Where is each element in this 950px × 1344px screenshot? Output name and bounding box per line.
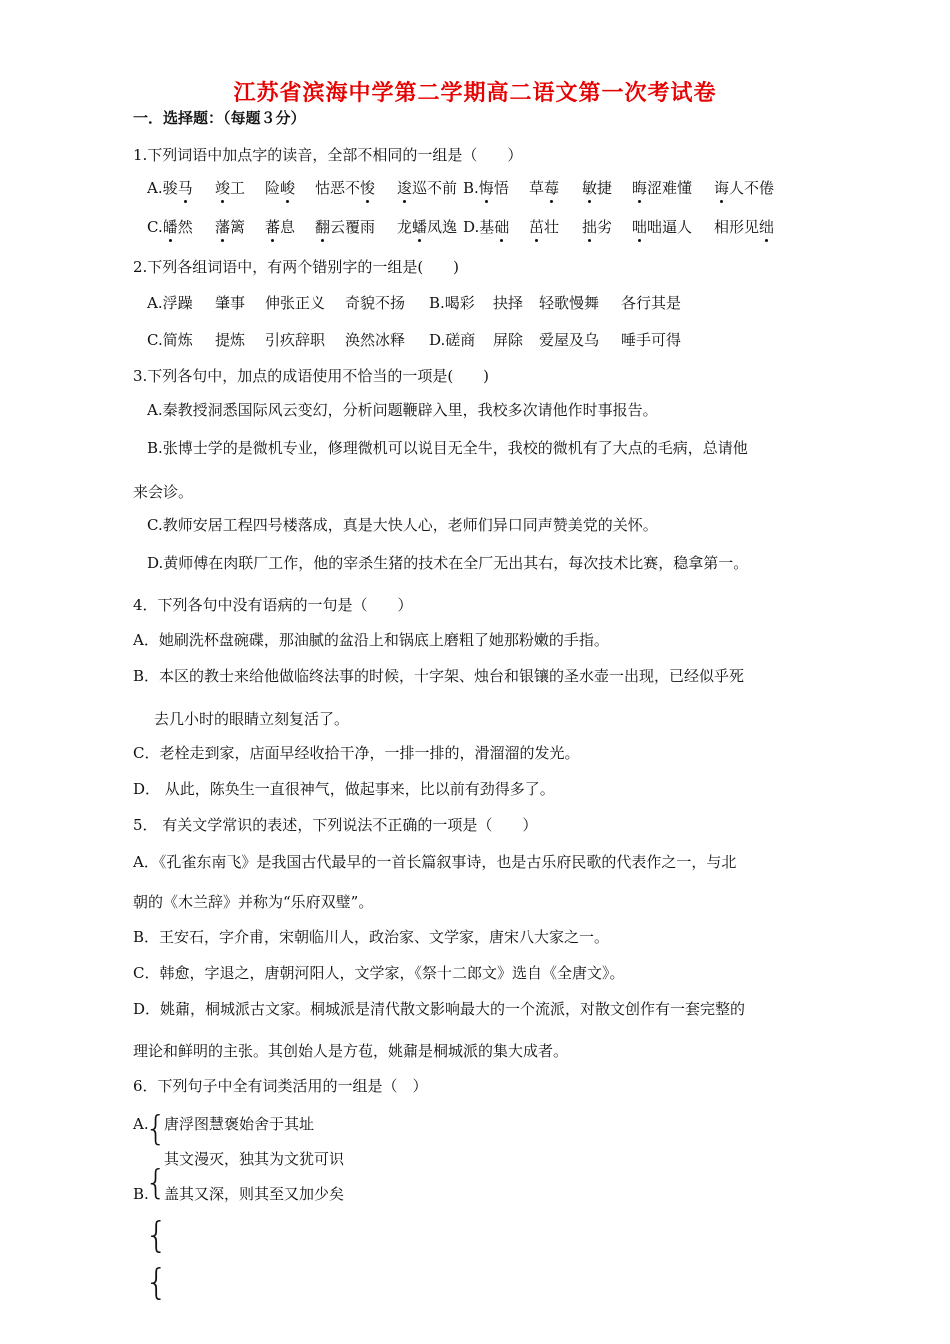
q2-opt: 各行其是 <box>621 294 682 312</box>
q1-opt: 怙恶不悛 <box>315 179 376 197</box>
q5-option-a: A．《孔雀东南飞》是我国古代最早的一首长篇叙事诗，也是古乐府民歌的代表作之一，与北 <box>133 853 737 871</box>
q6-option-a-line2: 其文漫灭，独其为文犹可识 <box>164 1150 345 1168</box>
q3-option-b: B.张博士学的是微机专业，修理微机可以说目无全牛，我校的微机有了大点的毛病，总请他 <box>147 439 748 457</box>
q2-opt: A.浮躁 <box>147 294 193 312</box>
q4-option-b: B．本区的教士来给他做临终法事的时候，十字架、烛台和银镶的圣水壶一出现，已经似乎死 <box>133 667 745 685</box>
q6-option-b-label: B. <box>133 1185 149 1203</box>
q1-opt: 翻云覆雨 <box>315 218 376 236</box>
q1-opt: 草莓 <box>529 179 560 197</box>
q2-opt: 引疚辞职 <box>265 331 326 349</box>
q6-option-a-line1: 唐浮图慧褒始舍于其址 <box>164 1115 315 1133</box>
q3-option-c: C.教师安居工程四号楼落成，真是大快人心，老师们异口同声赞美党的关怀。 <box>147 516 658 534</box>
q2-opt: 唾手可得 <box>621 331 682 349</box>
q1-opt: 蕃息 <box>265 218 296 236</box>
q2-row-cd <box>147 330 681 350</box>
q4-option-b-cont: 去几小时的眼睛立刻复活了。 <box>154 710 350 728</box>
q2-opt: 肇事 <box>215 294 246 312</box>
q1-opt: 相形见绌 <box>714 218 775 236</box>
q1-opt: A.骏马 <box>147 179 193 197</box>
q1-opt: 晦涩难懂 <box>632 179 693 197</box>
q6-option-b-line1: 盖其又深，则其至又加少矣 <box>164 1185 345 1203</box>
q2-opt: 轻歌慢舞 <box>539 294 600 312</box>
q5-option-c: C．韩愈，字退之，唐朝河阳人，文学家，《祭十二郎文》选自《全唐文》。 <box>133 964 625 982</box>
q2-opt: 爱屋及乌 <box>539 331 600 349</box>
q2-opt: 抉择 <box>493 294 524 312</box>
q2-opt: 伸张正义 <box>265 294 326 312</box>
q3-stem: 3.下列各句中，加点的成语使用不恰当的一项是( ) <box>133 367 490 385</box>
q5-option-d-cont: 理论和鲜明的主张。其创始人是方苞，姚鼐是桐城派的集大成者。 <box>133 1042 569 1060</box>
q5-option-a-cont: 朝的《木兰辞》并称为“乐府双璧”。 <box>133 893 374 911</box>
q1-opt: 藩篱 <box>215 218 246 236</box>
q1-opt: D.基础 <box>463 218 510 236</box>
q3-option-a: A.秦教授洞悉国际风云变幻，分析问题鞭辟入里，我校多次请他作时事报告。 <box>147 401 658 419</box>
q2-opt: 提炼 <box>215 331 246 349</box>
q3-option-b-cont: 来会诊。 <box>133 483 194 501</box>
q4-option-a: A．她刷洗杯盘碗碟，那油腻的盆沿上和锅底上磨粗了她那粉嫩的手指。 <box>133 631 609 649</box>
q2-opt: D.磋商 <box>429 331 476 349</box>
brace-icon: { <box>145 1109 167 1149</box>
q1-row-ab <box>147 178 774 198</box>
page-title: 江苏省滨海中学第二学期高二语文第一次考试卷 <box>233 81 717 106</box>
q1-opt: 龙蟠凤逸 <box>397 218 458 236</box>
q4-stem: 4．下列各句中没有语病的一句是（ ） <box>133 596 413 614</box>
brace-icon: { <box>145 1163 167 1203</box>
q1-opt: B.悔悟 <box>463 179 509 197</box>
q2-opt: B.喝彩 <box>429 294 475 312</box>
q1-opt: 拙劣 <box>582 218 613 236</box>
q1-opt: 诲人不倦 <box>714 179 775 197</box>
q5-option-d: D．姚鼐，桐城派古文家。桐城派是清代散文影响最大的一个流派，对散文创作有一套完整的 <box>133 1000 746 1018</box>
section-heading: 一．选择题：（每题３分） <box>133 109 306 127</box>
q1-stem: 1.下列词语中加点字的读音，全部不相同的一组是（ ） <box>133 146 523 164</box>
q6-option-a-label: A. <box>133 1115 149 1133</box>
q2-opt: 屏除 <box>493 331 524 349</box>
brace-icon: { <box>145 1262 168 1303</box>
q1-opt: 敏捷 <box>582 179 613 197</box>
q2-stem: 2.下列各组词语中，有两个错别字的一组是( ) <box>133 258 460 276</box>
q1-row-cd <box>147 217 774 237</box>
q1-opt: C.皤然 <box>147 218 193 236</box>
q1-opt: 茁壮 <box>529 218 560 236</box>
q2-row-ab <box>147 293 681 313</box>
q1-opt: 竣工 <box>215 179 246 197</box>
q4-option-c: C．老栓走到家，店面早经收拾干净，一排一排的，滑溜溜的发光。 <box>133 744 580 762</box>
q1-opt: 逡巡不前 <box>397 179 458 197</box>
q5-stem: 5． 有关文学常识的表述，下列说法不正确的一项是（ ） <box>133 816 538 834</box>
q3-option-d: D.黄师傅在肉联厂工作，他的宰杀生猪的技术在全厂无出其右，每次技术比赛，稳拿第一。 <box>147 554 749 572</box>
q2-opt: C.简炼 <box>147 331 193 349</box>
q2-opt: 奇貌不扬 <box>345 294 406 312</box>
brace-icon: { <box>145 1215 168 1256</box>
q6-stem: 6．下列句子中全有词类活用的一组是（ ） <box>133 1077 428 1095</box>
q4-option-d: D． 从此，陈奂生一直很神气，做起事来，比以前有劲得多了。 <box>133 780 555 798</box>
q1-opt: 咄咄逼人 <box>632 218 693 236</box>
q1-opt: 险峻 <box>265 179 296 197</box>
q5-option-b: B．王安石，字介甫，宋朝临川人，政治家、文学家，唐宋八大家之一。 <box>133 928 610 946</box>
q2-opt: 涣然冰释 <box>345 331 406 349</box>
